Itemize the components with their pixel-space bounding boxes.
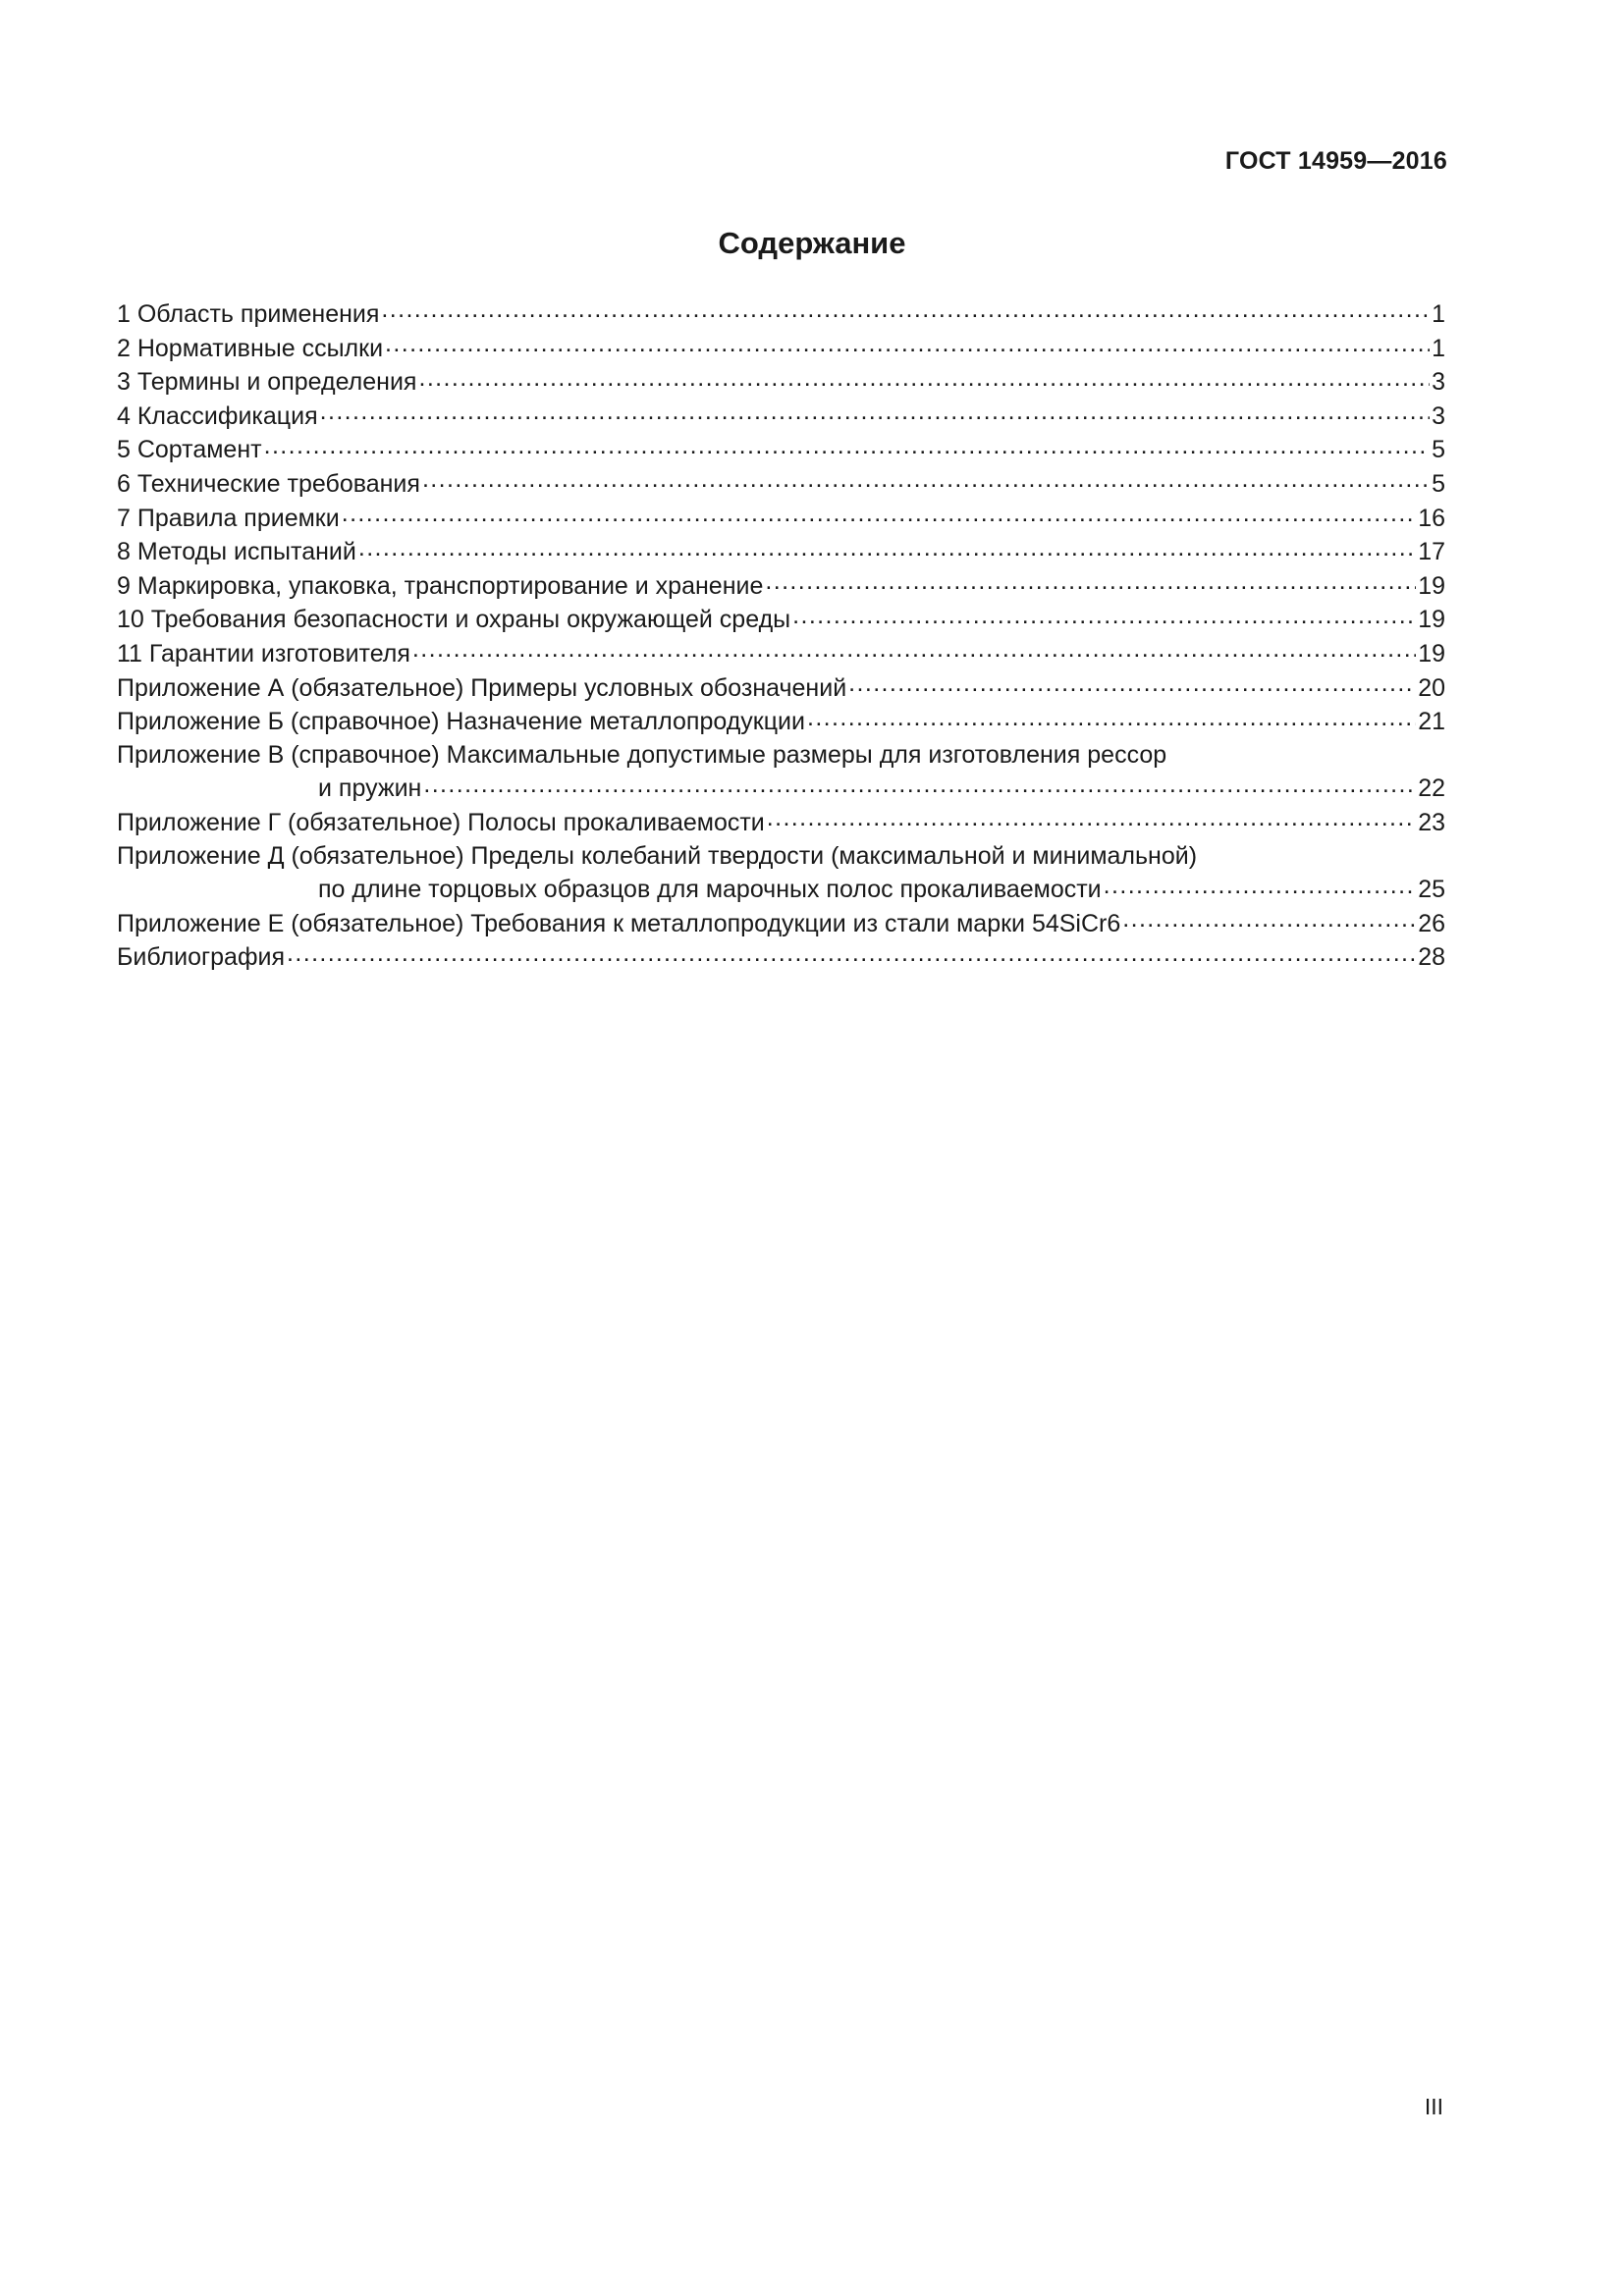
toc-entry-line <box>117 535 1445 569</box>
toc-entry-line <box>117 637 1445 671</box>
toc-entry-line <box>117 907 1445 941</box>
toc-dot-leader <box>358 535 1416 560</box>
toc-entry-page: 19 <box>1418 606 1445 634</box>
toc-dot-leader <box>1104 873 1417 897</box>
toc-dot-leader <box>264 433 1431 457</box>
toc-entry[interactable] <box>117 907 1445 941</box>
page-number: III <box>1424 2094 1443 2119</box>
toc-dot-leader <box>1122 907 1416 932</box>
toc-entry-page: 19 <box>1418 639 1445 667</box>
toc-entry-page: 26 <box>1418 909 1445 937</box>
toc-entry-title: 7 Правила приемки <box>117 504 340 532</box>
toc-entry-title: Приложение Г (обязательное) Полосы прокаливаемости <box>117 808 765 836</box>
toc-entry-title: Приложение А (обязательное) Примеры условных обозначений <box>117 673 847 702</box>
toc-entry-page: 3 <box>1432 401 1445 430</box>
toc-dot-leader <box>765 569 1416 594</box>
toc-entry-page: 22 <box>1418 774 1445 803</box>
toc-entry-title: 10 Требования безопасности и охраны окружающей среды <box>117 606 791 634</box>
toc-entry-title: 9 Маркировка, упаковка, транспортирование и хранение <box>117 571 764 600</box>
toc-dot-leader <box>381 297 1430 322</box>
toc-entry[interactable] <box>117 840 1445 907</box>
toc-entry-line <box>117 806 1445 840</box>
toc-entry-line <box>117 772 1445 806</box>
toc-entry[interactable] <box>117 400 1445 434</box>
toc-entry-title: Приложение Д (обязательное) Пределы колебаний твердости (максимальной и минимальной) <box>117 841 1198 870</box>
toc-entry-title: и пружин <box>318 774 422 803</box>
toc-entry[interactable] <box>117 603 1445 637</box>
toc-entry-line <box>117 705 1445 739</box>
toc-entry[interactable] <box>117 705 1445 739</box>
toc-entry-page: 3 <box>1432 368 1445 397</box>
toc-dot-leader <box>848 671 1416 696</box>
toc-entry-line <box>117 297 1445 332</box>
toc-entry-page: 5 <box>1432 469 1445 498</box>
toc-entry-page: 20 <box>1418 673 1445 702</box>
toc-entry-page: 19 <box>1418 571 1445 600</box>
toc-entry-page: 16 <box>1418 504 1445 532</box>
toc-entry-line <box>117 433 1445 467</box>
toc-entry-line <box>117 365 1445 400</box>
toc-entry-line <box>117 671 1445 706</box>
toc-entry[interactable] <box>117 332 1445 366</box>
toc-entry-page: 28 <box>1418 943 1445 972</box>
toc-entry-page: 17 <box>1418 538 1445 566</box>
toc-entry-title: Библиография <box>117 943 286 972</box>
toc-dot-leader <box>422 467 1430 492</box>
toc-dot-leader <box>423 772 1416 796</box>
toc-entry[interactable] <box>117 569 1445 604</box>
toc-dot-leader <box>342 502 1416 526</box>
toc-entry-line <box>117 502 1445 536</box>
toc-dot-leader <box>418 365 1430 390</box>
toc-entry[interactable] <box>117 637 1445 671</box>
toc-entry-line <box>117 603 1445 637</box>
toc-entry-line <box>117 400 1445 434</box>
toc-entry[interactable] <box>117 940 1445 975</box>
toc-entry-title: 8 Методы испытаний <box>117 538 356 566</box>
toc-dot-leader <box>807 705 1416 729</box>
toc-entry-title: 3 Термины и определения <box>117 368 417 397</box>
toc-entry-line <box>117 840 1445 874</box>
toc-dot-leader <box>792 603 1416 627</box>
toc-dot-leader <box>385 332 1430 356</box>
toc-entry-page: 1 <box>1432 300 1445 328</box>
toc-entry-title: 5 Сортамент <box>117 436 262 464</box>
toc-entry-line <box>117 332 1445 366</box>
toc-entry-title: Приложение Е (обязательное) Требования к металлопродукции из стали марки 54SiCr6 <box>117 909 1121 937</box>
toc-entry[interactable] <box>117 739 1445 806</box>
table-of-contents <box>117 297 1445 975</box>
toc-entry-line <box>117 467 1445 502</box>
toc-entry-title: 2 Нормативные ссылки <box>117 334 384 362</box>
toc-entry[interactable] <box>117 467 1445 502</box>
toc-entry-page: 23 <box>1418 808 1445 836</box>
toc-entry-title: Приложение В (справочное) Максимальные допустимые размеры для изготовления рессор <box>117 740 1167 769</box>
toc-dot-leader <box>412 637 1416 662</box>
toc-entry-line <box>117 569 1445 604</box>
toc-entry-page: 1 <box>1432 334 1445 362</box>
toc-entry-title: 11 Гарантии изготовителя <box>117 639 410 667</box>
toc-entry-page: 25 <box>1418 876 1445 904</box>
toc-entry-page: 5 <box>1432 436 1445 464</box>
toc-entry-line <box>117 873 1445 907</box>
toc-entry[interactable] <box>117 297 1445 332</box>
toc-entry-title: 6 Технические требования <box>117 469 420 498</box>
toc-entry[interactable] <box>117 671 1445 706</box>
toc-dot-leader <box>287 940 1416 965</box>
toc-entry-title: Приложение Б (справочное) Назначение металлопродукции <box>117 708 805 736</box>
toc-dot-leader <box>320 400 1430 424</box>
toc-entry-page: 21 <box>1418 708 1445 736</box>
toc-entry-line <box>117 739 1445 773</box>
document-code: ГОСТ 14959—2016 <box>1224 147 1447 175</box>
toc-entry-line <box>117 940 1445 975</box>
toc-entry-title: 1 Область применения <box>117 300 380 328</box>
toc-entry-title: по длине торцовых образцов для марочных полос прокаливаемости <box>318 876 1102 904</box>
toc-entry[interactable] <box>117 433 1445 467</box>
toc-title: Содержание <box>718 226 906 260</box>
toc-dot-leader <box>767 806 1416 830</box>
toc-entry[interactable] <box>117 365 1445 400</box>
toc-entry[interactable] <box>117 502 1445 536</box>
toc-entry[interactable] <box>117 535 1445 569</box>
toc-entry-title: 4 Классификация <box>117 401 318 430</box>
toc-entry[interactable] <box>117 806 1445 840</box>
